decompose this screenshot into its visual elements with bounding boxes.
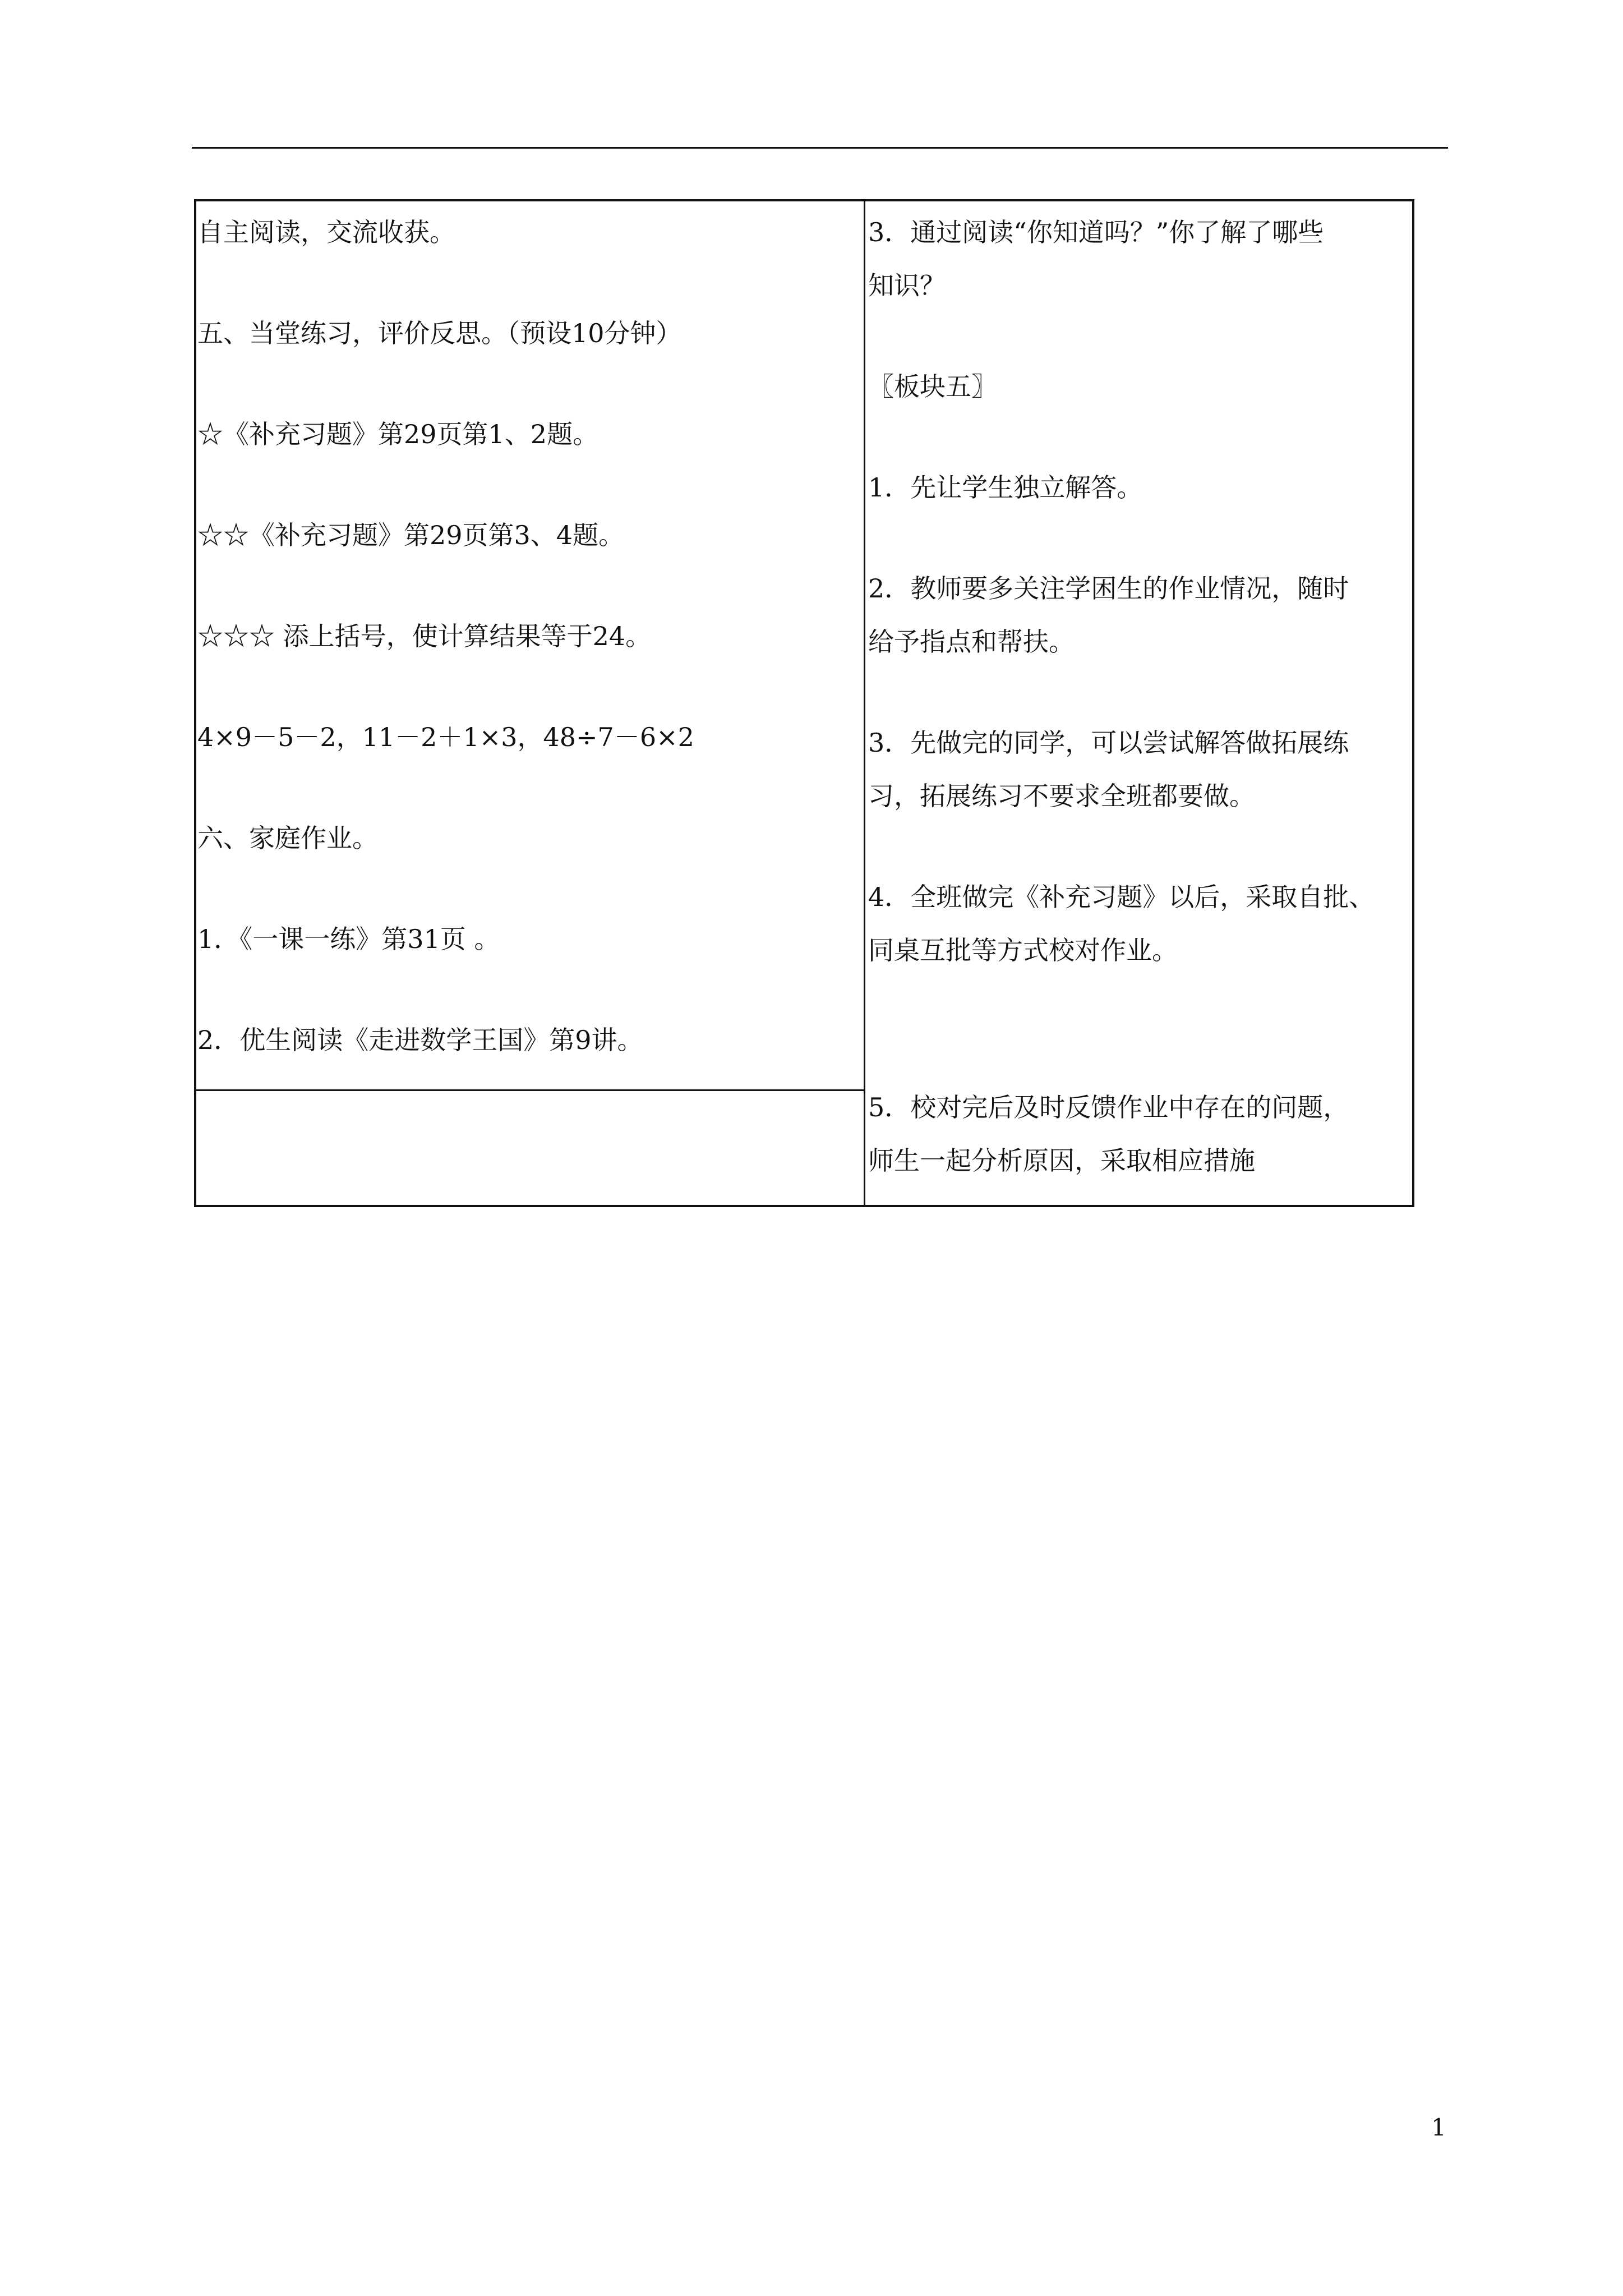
text-line: 师生一起分析原因，采取相应措施	[868, 1145, 1255, 1176]
text-line: 1．《一课一练》第31页 。	[197, 924, 500, 954]
math-expressions: 4×9－5－2，11－2＋1×3，48÷7－6×2	[197, 722, 694, 752]
text-line: ☆☆《补充习题》第29页第3、4题。	[197, 520, 625, 550]
section-heading: 〖板块五〗	[868, 371, 997, 402]
text-line: ☆☆☆ 添上括号，使计算结果等于24。	[197, 621, 652, 651]
text-line: 5．校对完后及时反馈作业中存在的问题，	[868, 1092, 1349, 1122]
text-line: 给予指点和帮扶。	[868, 627, 1075, 657]
text-line: ☆《补充习题》第29页第1、2题。	[197, 419, 599, 449]
text-line: 知识？	[868, 270, 946, 301]
text-line: 1．先让学生独立解答。	[868, 472, 1143, 503]
lesson-plan-table	[194, 199, 1414, 1207]
section-heading: 五、当堂练习，评价反思。（预设10分钟）	[197, 318, 682, 348]
page-number: 1	[1431, 2114, 1446, 2141]
text-line: 3．先做完的同学，可以尝试解答做拓展练	[868, 728, 1349, 758]
section-heading: 六、家庭作业。	[197, 823, 378, 853]
text-line: 同桌互批等方式校对作业。	[868, 935, 1178, 965]
text-line: 3．通过阅读“你知道吗？”你了解了哪些	[868, 217, 1324, 247]
text-line: 自主阅读，交流收获。	[197, 217, 455, 247]
text-line: 2．优生阅读《走进数学王国》第9讲。	[197, 1025, 643, 1055]
text-line: 4．全班做完《补充习题》以后，采取自批、	[868, 882, 1375, 912]
text-line: 习，拓展练习不要求全班都要做。	[868, 781, 1255, 811]
text-line: 2．教师要多关注学困生的作业情况，随时	[868, 573, 1349, 604]
row-divider	[196, 1089, 864, 1091]
header-rule	[192, 147, 1448, 149]
column-divider	[864, 201, 865, 1205]
